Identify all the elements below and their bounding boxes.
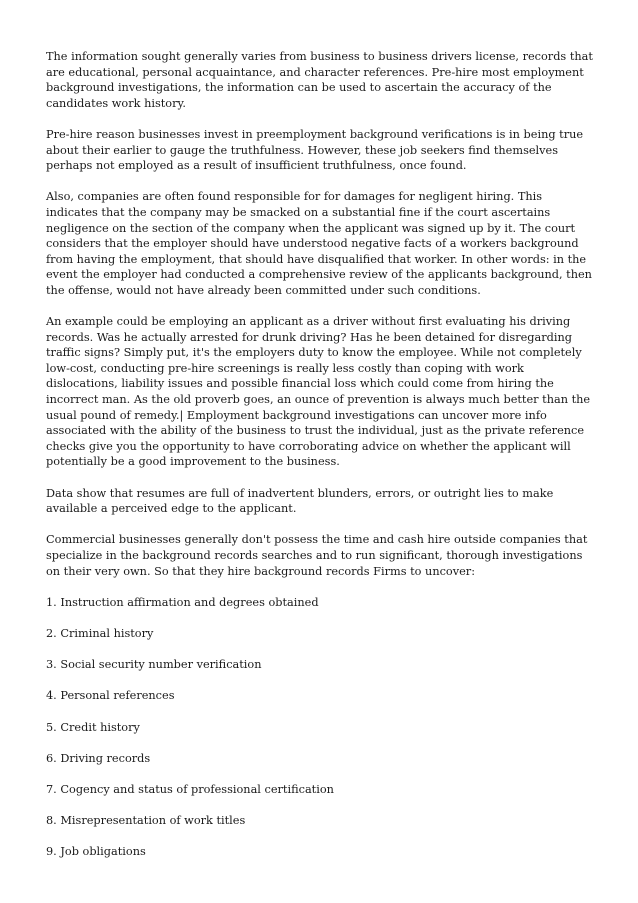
paragraph: Data show that resumes are full of inadvertent blunders, errors, or outright lies to make available a perceived edge to the applicant.: [46, 486, 554, 516]
numbered-list: [46, 595, 594, 860]
paragraph: Also, companies are often found responsible for for damages for negligent hiring. This indicates that the company may be smacked on a substantial fine if the court ascertains negligence on the section of the company when the applicant was signed up by it. The court considers that the employer should have understood negative facts of a workers background from having the employment, that should have disqualified that worker. In other words: in the event the employer had conducted a comprehensive review of the applicants background, then the offense, would not have already been committed under such conditions.: [46, 190, 592, 297]
document-page: [46, 49, 594, 875]
list-item: 4. Personal references: [46, 689, 175, 703]
paragraph: The information sought generally varies from business to business drivers license, records that are educational, personal acquaintance, and character references. Pre-hire most employment background investigations, the information can be used to ascertain the accuracy of the candidates work history.: [46, 50, 593, 110]
paragraph: An example could be employing an applicant as a driver without first evaluating his driving records. Was he actually arrested for drunk driving? Has he been detained for disregarding traffic signs? Simply put, it's the employers duty to know the employee. While not completely low-cost, conducting pre-hire screenings is really less costly than coping with work dislocations, liability issues and possible financial loss which could come from hiring the incorrect man. As the old proverb goes, an ounce of prevention is always much better than the usual pound of remedy.| Employment background investigations can uncover more info associated with the ability of the business to trust the individual, just as the private reference checks give you the opportunity to have corroborating advice on whether the applicant will potentially be a good improvement to the business.: [46, 315, 591, 469]
list-item: 3. Social security number verification: [46, 658, 262, 672]
paragraph: Pre-hire reason businesses invest in preemployment background verifications is in being true about their earlier to gauge the truthfulness. However, these job seekers find themselves perhaps not employed as a result of insufficient truthfulness, once found.: [46, 127, 584, 173]
list-item: 8. Misrepresentation of work titles: [46, 814, 246, 828]
list-item: 9. Job obligations: [46, 845, 146, 859]
list-item: 6. Driving records: [46, 751, 151, 765]
list-item: 5. Credit history: [46, 720, 140, 734]
list-item: 7. Cogency and status of professional certification: [46, 782, 334, 796]
list-item: 2. Criminal history: [46, 626, 154, 640]
list-item: 1. Instruction affirmation and degrees obtained: [46, 595, 319, 609]
paragraph: Commercial businesses generally don't possess the time and cash hire outside companies that specialize in the background records searches and to run significant, thorough investigations on their very own. So that they hire background records Firms to uncover:: [46, 533, 588, 578]
